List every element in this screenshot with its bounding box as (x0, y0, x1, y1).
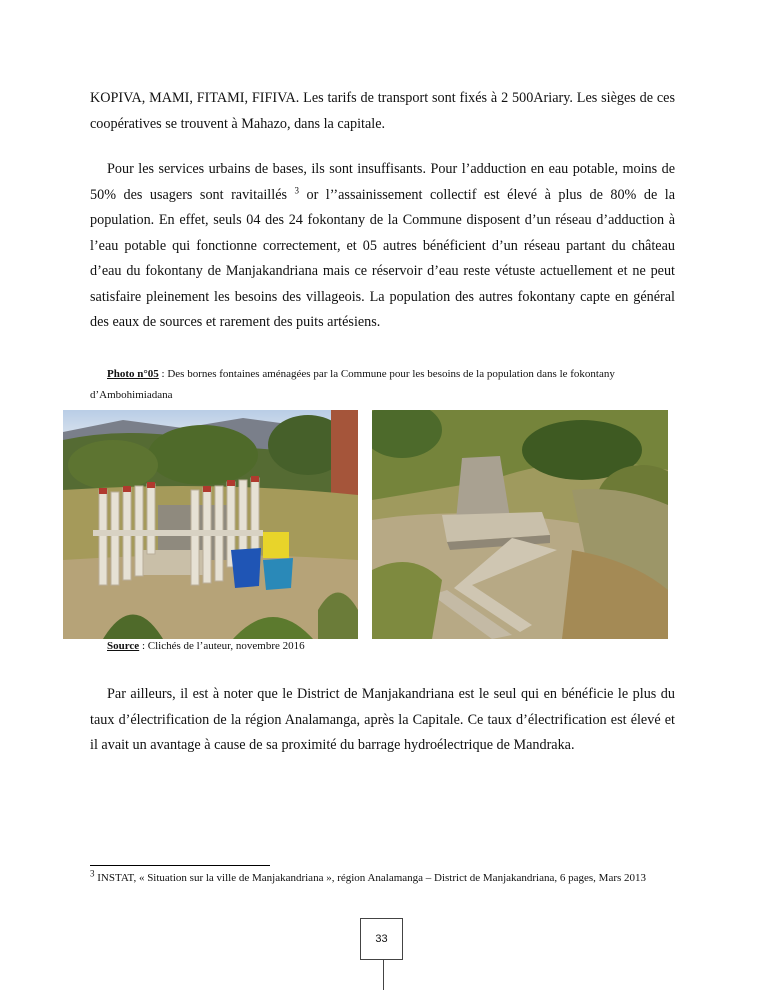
paragraph-urban-services: Pour les services urbains de bases, ils sont insuffisants. Pour l’adduction en eau potable, moins de 50% des usagers sont ravitaillés $^3$ or l’’assainissement collectif est élevé à plus de 80% de la population. En effet, seuls 04 des 24 fokontany de la Commune disposent d’un réseau d’adduction à l’eau potable qui fonctionne correctement, et 05 autres bénéficient d’un réseau partant du château d’eau du fokontany de Manjakandriana mais ce réservoir d’eau reste vétuste actuellement et ne peut satisfaire pleinement les besoins des villageois. La population des autres fokontany capte en général des eaux de sources et rarement des puits artésiens. (90, 161, 675, 330)
photo-fountain-fenced (63, 410, 358, 639)
footnote-number: 3 (90, 868, 95, 879)
paragraph-continued: KOPIVA, MAMI, FITAMI, FIFIVA. Les tarifs de transport sont fixés à 2 500Ariary. Les sièges de ces coopératives se trouvent à Mahazo, dans la capitale. (90, 90, 675, 132)
photo-caption: Photo n°05 : Des bornes fontaines aménagées par la Commune pour les besoins de la population dans le fokontany d’Ambohimiadana (90, 368, 615, 401)
footnote-reference: 3 (294, 184, 299, 195)
photo-caption-label: Photo n°05 (107, 368, 159, 380)
photo-source: Source : Clichés de l’auteur, novembre 2016 (107, 640, 305, 652)
photo-fountain-concrete (372, 410, 668, 639)
photo-source-label: Source (107, 640, 140, 652)
page-number: 33 (360, 918, 403, 960)
paragraph-electrification: Par ailleurs, il est à noter que le District de Manjakandriana est le seul qui en bénéficie le plus du taux d’électrification de la région Analamanga, après la Capitale. Ce taux d’électrification est élevé et il avait un avantage à cause de sa proximité du barrage hydroélectrique de Mandraka. (90, 686, 675, 753)
page-number-line (383, 960, 384, 990)
footnote-separator (90, 865, 270, 866)
footnote: $^3$ INSTAT, « Situation sur la ville de Manjakandriana », région Analamanga – District de Manjakandriana, 6 pages, Mars 2013 (90, 868, 647, 884)
